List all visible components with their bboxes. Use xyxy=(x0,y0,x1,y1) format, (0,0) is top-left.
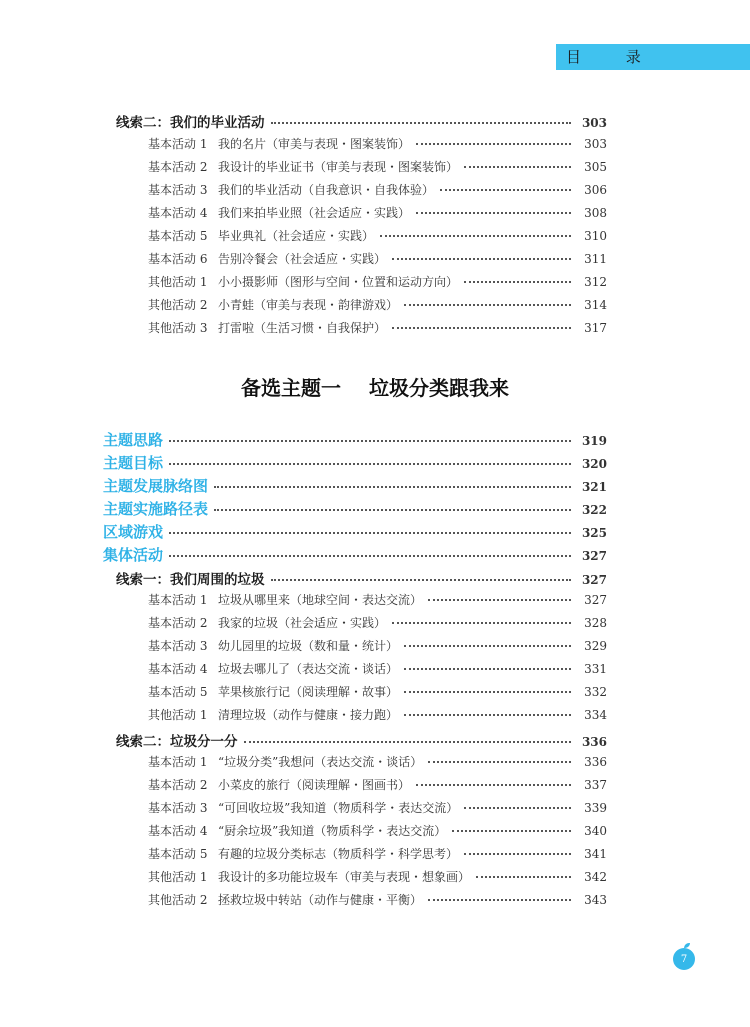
activity-kind: 基本活动 5 xyxy=(148,847,208,861)
activity-kind: 其他活动 1 xyxy=(148,275,208,289)
page-number: 319 xyxy=(581,434,607,448)
toc-activity[interactable] xyxy=(148,273,607,290)
toc-activity[interactable] xyxy=(148,891,607,908)
dot-leader xyxy=(428,599,571,601)
toc-section[interactable] xyxy=(103,452,607,473)
dot-leader xyxy=(169,532,571,534)
toc-activity[interactable] xyxy=(148,158,607,175)
dot-leader xyxy=(404,714,571,716)
section-title: 主题思路 xyxy=(103,431,164,449)
page-number: 312 xyxy=(584,275,607,289)
header-title: 目 录 xyxy=(566,48,661,66)
section-title: 主题实施路径表 xyxy=(103,500,209,518)
toc-activity[interactable] xyxy=(148,296,607,313)
activity-kind: 其他活动 1 xyxy=(148,870,208,884)
activity-title: 我们的毕业活动（自我意识・自我体验） xyxy=(218,183,435,197)
toc-section[interactable] xyxy=(103,521,607,542)
activity-kind: 基本活动 5 xyxy=(148,685,208,699)
topic-prefix: 备选主题一 xyxy=(241,376,341,400)
page-number: 334 xyxy=(584,708,607,722)
page-number: 320 xyxy=(581,457,607,471)
activity-title: “垃圾分类”我想问（表达交流・谈话） xyxy=(218,755,423,769)
page-number: 331 xyxy=(584,662,607,676)
dot-leader xyxy=(404,645,571,647)
activity-title: 垃圾从哪里来（地球空间・表达交流） xyxy=(218,593,423,607)
page-number: 336 xyxy=(584,755,607,769)
dot-leader xyxy=(214,486,571,488)
toc-activity[interactable] xyxy=(148,683,607,700)
dot-leader xyxy=(392,622,571,624)
toc-activity[interactable] xyxy=(148,204,607,221)
dot-leader xyxy=(416,143,571,145)
page-number: 327 xyxy=(581,549,607,563)
page-number: 308 xyxy=(584,206,607,220)
page-number: 303 xyxy=(584,137,607,151)
activity-title: 小青蛙（审美与表现・韵律游戏） xyxy=(218,298,399,312)
activity-title: 有趣的垃圾分类标志（物质科学・科学思考） xyxy=(218,847,459,861)
toc-activity[interactable] xyxy=(148,776,607,793)
activity-title: 垃圾去哪儿了（表达交流・谈话） xyxy=(218,662,399,676)
activity-kind: 基本活动 1 xyxy=(148,593,208,607)
page-number: 322 xyxy=(581,503,607,517)
page-number: 342 xyxy=(584,870,607,884)
dot-leader xyxy=(440,189,571,191)
activity-title: 小菜皮的旅行（阅读理解・图画书） xyxy=(218,778,411,792)
toc-section[interactable] xyxy=(103,475,607,496)
toc-activity[interactable] xyxy=(148,591,607,608)
page-number: 336 xyxy=(581,735,607,749)
toc-activity[interactable] xyxy=(148,845,607,862)
dot-leader xyxy=(214,509,571,511)
activity-kind: 基本活动 5 xyxy=(148,229,208,243)
activity-title: 我设计的毕业证书（审美与表现・图案装饰） xyxy=(218,160,459,174)
toc-thread-1[interactable] xyxy=(116,568,607,588)
dot-leader xyxy=(416,212,571,214)
page-number: 327 xyxy=(581,573,607,587)
topic-title xyxy=(0,372,750,401)
page-number: 314 xyxy=(584,298,607,312)
page-number: 303 xyxy=(581,116,607,130)
activity-title: 告别冷餐会（社会适应・实践） xyxy=(218,252,387,266)
toc-section[interactable] xyxy=(103,429,607,450)
activity-kind: 其他活动 2 xyxy=(148,298,208,312)
dot-leader xyxy=(404,304,571,306)
toc-thread-2[interactable] xyxy=(116,730,607,750)
activity-title: 我设计的多功能垃圾车（审美与表现・想象画） xyxy=(218,870,471,884)
page-number: 306 xyxy=(584,183,607,197)
section-title: 集体活动 xyxy=(103,546,164,564)
footer-page-number: 7 xyxy=(680,954,688,965)
activity-title: “厨余垃圾”我知道（物质科学・表达交流） xyxy=(218,824,447,838)
page-number-badge xyxy=(673,948,695,970)
dot-leader xyxy=(169,555,571,557)
leaf-icon xyxy=(684,943,690,948)
activity-title: 苹果核旅行记（阅读理解・故事） xyxy=(218,685,399,699)
page-number: 327 xyxy=(584,593,607,607)
section-title: 主题目标 xyxy=(103,454,164,472)
section-title: 主题发展脉络图 xyxy=(103,477,209,495)
dot-leader xyxy=(464,807,571,809)
dot-leader xyxy=(452,830,571,832)
page-number: 317 xyxy=(584,321,607,335)
page-number: 311 xyxy=(584,252,607,266)
page-number: 340 xyxy=(584,824,607,838)
activity-kind: 基本活动 4 xyxy=(148,824,208,838)
page-number: 321 xyxy=(581,480,607,494)
activity-title: 小小摄影师（图形与空间・位置和运动方向） xyxy=(218,275,459,289)
toc-activity[interactable] xyxy=(148,135,607,152)
activity-kind: 基本活动 2 xyxy=(148,778,208,792)
dot-leader xyxy=(392,258,571,260)
toc-activity[interactable] xyxy=(148,799,607,816)
section-title: 区域游戏 xyxy=(103,523,164,541)
dot-leader xyxy=(392,327,571,329)
activity-kind: 基本活动 2 xyxy=(148,616,208,630)
activity-title: 我家的垃圾（社会适应・实践） xyxy=(218,616,387,630)
toc-section[interactable] xyxy=(103,544,607,565)
page-number: 337 xyxy=(584,778,607,792)
activity-title: 毕业典礼（社会适应・实践） xyxy=(218,229,375,243)
toc-activity[interactable] xyxy=(148,637,607,654)
activity-kind: 基本活动 2 xyxy=(148,160,208,174)
dot-leader xyxy=(464,166,571,168)
activity-kind: 基本活动 3 xyxy=(148,639,208,653)
activity-kind: 其他活动 1 xyxy=(148,708,208,722)
toc-section[interactable] xyxy=(103,498,607,519)
activity-title: “可回收垃圾”我知道（物质科学・表达交流） xyxy=(218,801,459,815)
page-number: 332 xyxy=(584,685,607,699)
activity-kind: 其他活动 2 xyxy=(148,893,208,907)
toc-activity[interactable] xyxy=(148,868,607,885)
dot-leader xyxy=(476,876,571,878)
activity-kind: 基本活动 6 xyxy=(148,252,208,266)
thread-title: 线索一：我们周围的垃圾 xyxy=(116,572,265,588)
dot-leader xyxy=(244,741,572,743)
activity-title: 我的名片（审美与表现・图案装饰） xyxy=(218,137,411,151)
toc-activity[interactable] xyxy=(148,181,607,198)
page-number: 310 xyxy=(584,229,607,243)
dot-leader xyxy=(169,463,571,465)
page-number: 341 xyxy=(584,847,607,861)
activity-kind: 基本活动 1 xyxy=(148,137,208,151)
activity-title: 清理垃圾（动作与健康・接力跑） xyxy=(218,708,399,722)
activity-kind: 其他活动 3 xyxy=(148,321,208,335)
page-number: 343 xyxy=(584,893,607,907)
dot-leader xyxy=(271,122,572,124)
topic-name: 垃圾分类跟我来 xyxy=(369,376,509,400)
thread-title: 线索二：我们的毕业活动 xyxy=(116,115,265,131)
dot-leader xyxy=(404,691,571,693)
toc-activity[interactable] xyxy=(148,319,607,336)
page-number: 339 xyxy=(584,801,607,815)
activity-kind: 基本活动 4 xyxy=(148,662,208,676)
toc-activity[interactable] xyxy=(148,660,607,677)
dot-leader xyxy=(380,235,571,237)
thread-title: 线索二：垃圾分一分 xyxy=(116,734,238,750)
page-number: 305 xyxy=(584,160,607,174)
toc-activity[interactable] xyxy=(148,822,607,839)
activity-kind: 基本活动 4 xyxy=(148,206,208,220)
header-bar xyxy=(556,44,750,70)
dot-leader xyxy=(416,784,571,786)
activity-title: 幼儿园里的垃圾（数和量・统计） xyxy=(218,639,399,653)
activity-kind: 基本活动 3 xyxy=(148,801,208,815)
page-number: 325 xyxy=(581,526,607,540)
activity-kind: 基本活动 1 xyxy=(148,755,208,769)
dot-leader xyxy=(464,281,571,283)
activity-title: 打雷啦（生活习惯・自我保护） xyxy=(218,321,387,335)
activity-title: 拯救垃圾中转站（动作与健康・平衡） xyxy=(218,893,423,907)
toc-activity[interactable] xyxy=(148,614,607,631)
toc-activity[interactable] xyxy=(148,250,607,267)
page-number: 328 xyxy=(584,616,607,630)
activity-kind: 基本活动 3 xyxy=(148,183,208,197)
dot-leader xyxy=(464,853,571,855)
dot-leader xyxy=(428,899,571,901)
activity-title: 我们来拍毕业照（社会适应・实践） xyxy=(218,206,411,220)
page-number: 329 xyxy=(584,639,607,653)
dot-leader xyxy=(271,579,572,581)
toc-activity[interactable] xyxy=(148,227,607,244)
toc-activity[interactable] xyxy=(148,706,607,723)
dot-leader xyxy=(428,761,571,763)
dot-leader xyxy=(404,668,571,670)
toc-thread-graduation[interactable] xyxy=(116,111,607,131)
dot-leader xyxy=(169,440,571,442)
toc-activity[interactable] xyxy=(148,753,607,770)
